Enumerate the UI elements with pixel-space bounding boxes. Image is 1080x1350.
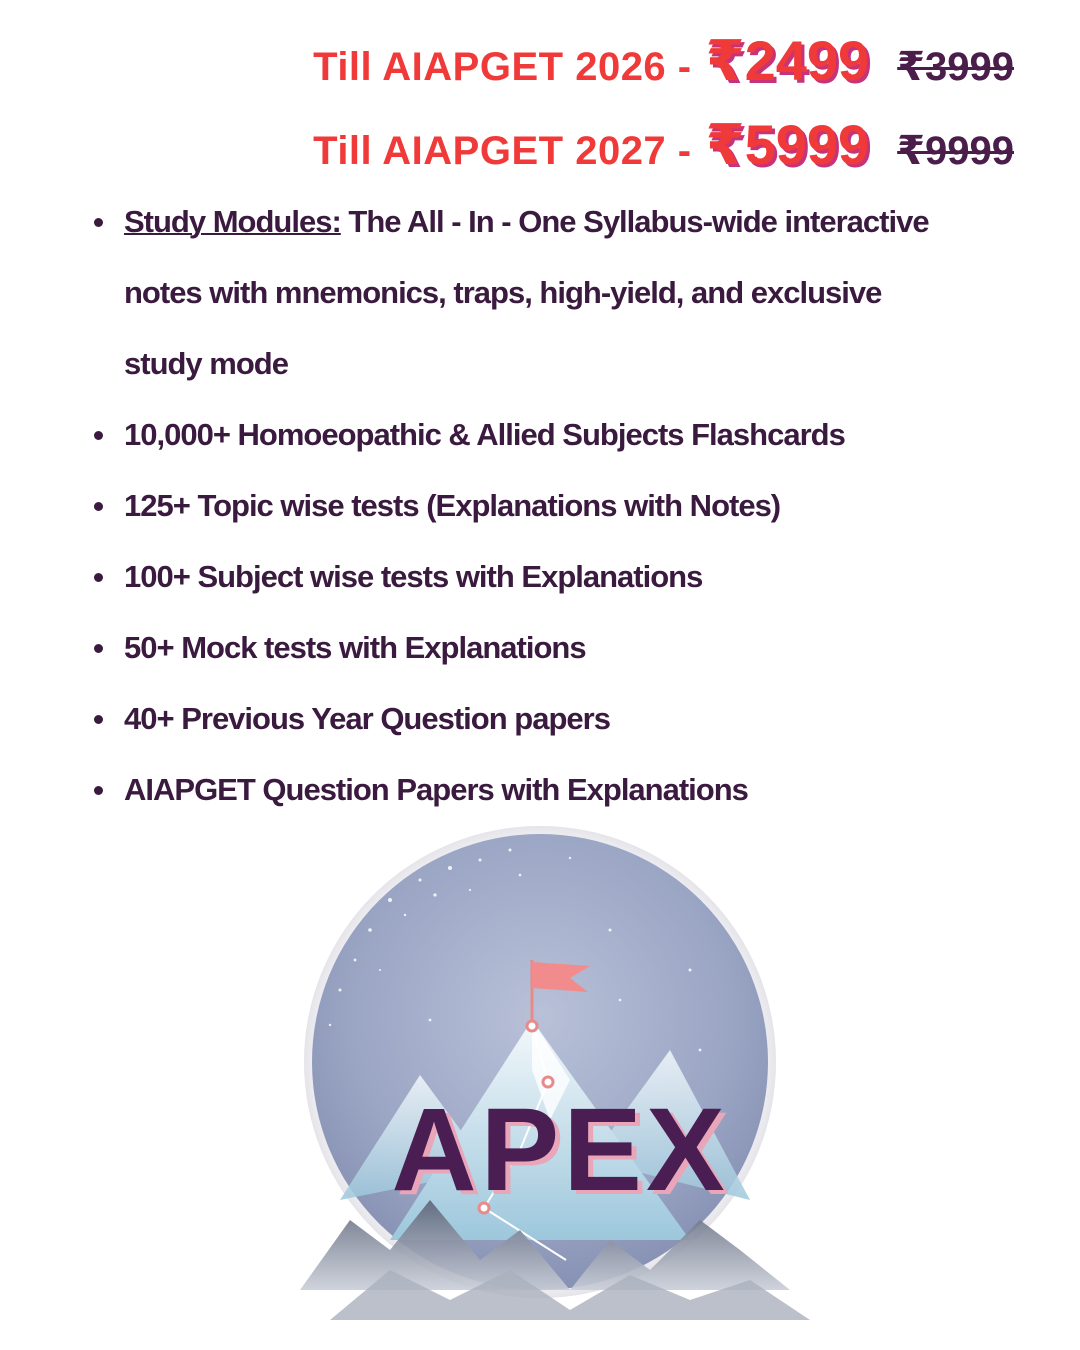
study-modules-text: The All - In - One Syllabus-wide interactive (348, 204, 929, 239)
feature-item-pyq-papers: 40+ Previous Year Question papers (90, 683, 1050, 754)
feature-item-study-modules (90, 186, 1050, 399)
mountain-peak-flag-icon (270, 820, 850, 1340)
feature-list (90, 186, 1050, 825)
price-row-2027 (313, 112, 1014, 178)
feature-item-aiapget-papers: AIAPGET Question Papers with Explanations (90, 754, 1050, 825)
study-modules-lead: Study Modules: (124, 204, 341, 239)
feature-item-mock-tests: 50+ Mock tests with Explanations (90, 612, 1050, 683)
study-modules-text: notes with mnemonics, traps, high-yield, and exclusive (124, 275, 882, 310)
apex-logo (270, 820, 830, 1340)
price-current: ₹5999 (705, 113, 870, 176)
price-label: Till AIAPGET 2026 - (313, 45, 692, 89)
apex-logo-text: APEX (391, 1084, 729, 1216)
price-row-2026 (313, 28, 1014, 94)
feature-item-topic-tests: 125+ Topic wise tests (Explanations with Notes) (90, 470, 1050, 541)
price-label: Till AIAPGET 2027 - (313, 129, 692, 173)
price-original: ₹9999 (897, 129, 1014, 173)
feature-item-subject-tests: 100+ Subject wise tests with Explanations (90, 541, 1050, 612)
feature-item-flashcards: 10,000+ Homoeopathic & Allied Subjects Flashcards (90, 399, 1050, 470)
price-original: ₹3999 (897, 45, 1014, 89)
study-modules-text: study mode (124, 346, 288, 381)
price-current: ₹2499 (705, 29, 870, 92)
